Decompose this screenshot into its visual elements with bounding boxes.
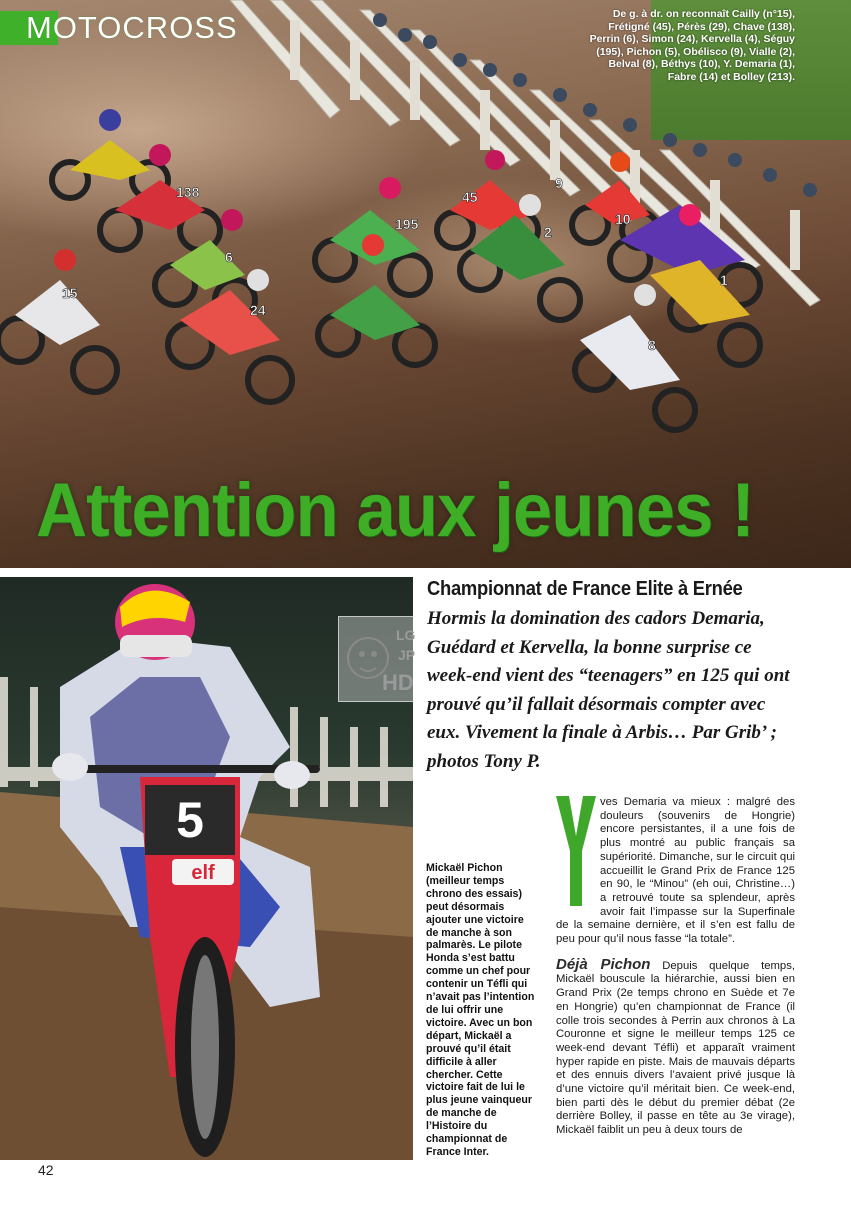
page-number: 42 — [38, 1162, 54, 1178]
section-label: MOTOCROSS — [26, 10, 238, 45]
bike-number-plate: 10 — [615, 211, 631, 227]
plate-number: 5 — [176, 792, 204, 848]
dropcap-letter — [556, 796, 596, 906]
article-body — [556, 796, 795, 1138]
bike-number-plate: 9 — [555, 175, 563, 191]
watermark-face-icon — [340, 618, 418, 700]
paragraph-1-text: ves Demaria va mieux : malgré des douleurs (souvenirs de Hongrie) encore persistantes, il a une fois de plus montré au public français sa supériorité. Dimanche, sur le circuit qui accueillit le Grand Prix de France 125 en 90, le “Minou” (eh oui, Christine…) a retrouvé toute sa splendeur, après avoir fait l’impasse sur la Superfinale de la semaine dernière, et il s’en est fallu de peu pour qu’il nous fasse “la totale”. — [556, 796, 795, 946]
dropcap-box — [556, 796, 600, 906]
bike-number-plate: 15 — [62, 285, 78, 301]
top-photo — [0, 0, 851, 568]
svg-text:HD: HD — [382, 670, 414, 695]
bike-number-plate: 24 — [250, 302, 266, 318]
bike-number-plate: 6 — [225, 249, 233, 265]
bike-number-plate: 195 — [395, 216, 419, 232]
bike-number-plate: 138 — [176, 184, 200, 200]
bike-number-plate: 45 — [462, 189, 478, 205]
article-subhead: Championnat de France Elite à Ernée — [427, 578, 743, 600]
paragraph-2 — [556, 955, 795, 1138]
svg-text:LG: LG — [396, 627, 416, 643]
section-tag — [0, 10, 238, 46]
bike-number-plate: 1 — [720, 272, 728, 288]
watermark-logo — [338, 616, 420, 702]
article-lead: Hormis la domination des cadors Demaria, Guédard et Kervella, la bonne surprise ce week-end vient des “teenagers” en 125 qui ont prouvé qu’il fallait désormais compter avec eux. Vivement la finale à Arbis… Par Grib’ ; photos Tony P. — [427, 608, 790, 772]
top-photo-caption: De g. à dr. on reconnaît Cailly (n°15), Frétigné (45), Pérès (29), Chave (138), Perrin (6), Simon (24), Kervella (4), Séguy (195), Pichon (5), Obélisco (9), Vialle (2), Belval (8), Béthys (10), Y. Demaria (1), Fabre (14) et Bolley (213). — [589, 8, 795, 83]
riders-group — [0, 100, 780, 450]
rider-photo-caption: Mickaël Pichon (meilleur temps chrono des essais) peut désormais ajouter une victoire de manche à son palmarès. Le pilote Honda s’est battu comme un chef pour contenir un Téfli qui n’avait pas l’intention de lui offrir une victoire. Avec un bon départ, Mickaël a prouvé qu’il était difficile à aller chercher. Cette victoire fait de lui le plus jeune vainqueur de manche de l’Histoire du championnat de France Inter. — [426, 862, 535, 1158]
sponsor-logo: elf — [191, 862, 215, 884]
headline: Attention aux jeunes ! — [36, 468, 754, 553]
bike-number-plate: 8 — [648, 337, 656, 353]
svg-text:JP: JP — [398, 647, 416, 663]
paragraph-2-text: Depuis quelque temps, Mickaël bouscule la hiérarchie, aussi bien en Grand Prix (2e temps chrono en Suède et 7e en Hongrie) qu’en championnat de France (il colle trois secondes à Perrin aux chronos à La Couronne et signe le meilleur temps 125 ce week-end devant Téfli) et apparaît vraiment hyper rapide en piste. Mais de mauvais départs et des ennuis divers l’avaient privé jusque là d’une victoire qu’il méritait bien. Ce week-end, bien parti dès le début du premier débat (2e derrière Bolley, il passe en tête au 3e virage), Mickaël faiblit un peu à deux tours de — [556, 959, 795, 1137]
runin-heading: Déjà Pichon — [556, 955, 651, 973]
paragraph-1 — [556, 796, 795, 947]
bike-number-plate: 2 — [544, 224, 552, 240]
